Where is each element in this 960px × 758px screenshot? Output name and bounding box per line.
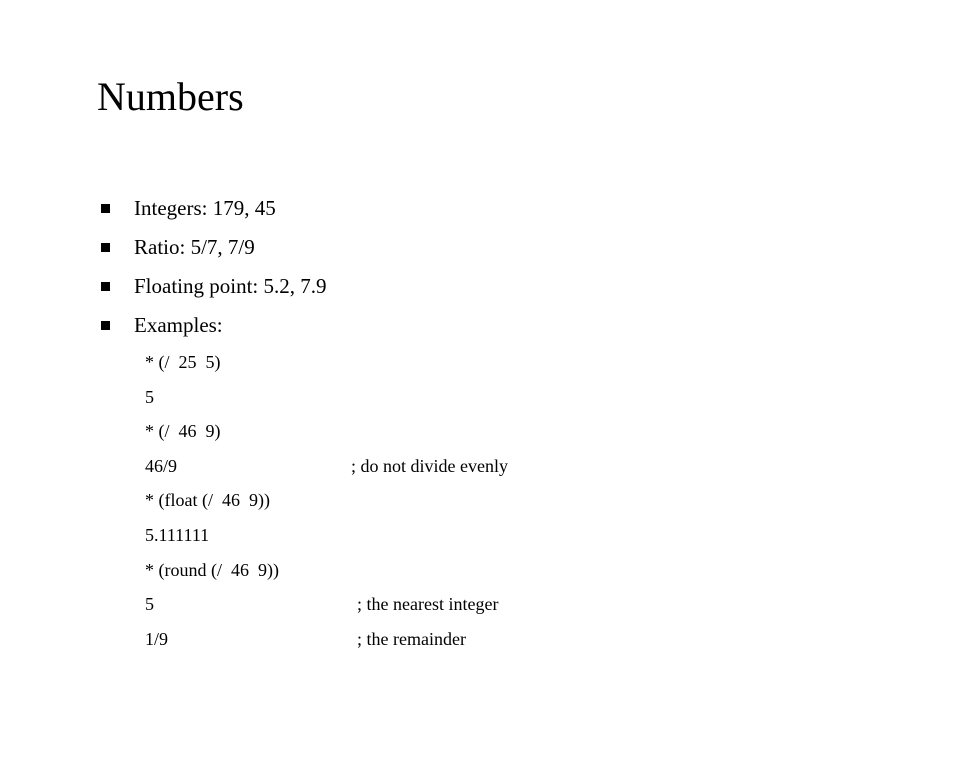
square-bullet-icon — [101, 243, 110, 252]
example-line — [145, 380, 172, 415]
example-code: * (/ 46 9) — [145, 421, 221, 442]
example-code: 5 — [145, 386, 154, 407]
example-line — [145, 587, 499, 622]
example-line — [145, 414, 221, 449]
example-code: * (round (/ 46 9)) — [145, 559, 279, 580]
example-line — [145, 622, 466, 657]
example-line — [145, 553, 279, 588]
example-code: 46/9 — [145, 455, 178, 476]
square-bullet-icon — [101, 204, 110, 213]
example-line — [145, 449, 508, 484]
bullet-list — [100, 190, 327, 346]
example-code: * (float (/ 46 9)) — [145, 490, 270, 511]
example-comment: ; the remainder — [357, 628, 466, 649]
bullet-text: Examples: — [134, 313, 223, 337]
bullet-text: Ratio: 5/7, 7/9 — [134, 235, 255, 259]
bullet-item-floating-point — [100, 268, 327, 307]
example-line — [145, 483, 270, 518]
example-comment: ; do not divide evenly — [351, 455, 508, 476]
bullet-text: Floating point: 5.2, 7.9 — [134, 274, 327, 298]
slide-title: Numbers — [97, 74, 244, 119]
example-line — [145, 345, 221, 380]
example-code: 5.111111 — [145, 524, 210, 545]
example-code: 1/9 — [145, 628, 169, 649]
bullet-text: Integers: 179, 45 — [134, 196, 276, 220]
example-line — [145, 518, 210, 553]
square-bullet-icon — [101, 282, 110, 291]
bullet-item-integers — [100, 190, 327, 229]
example-code: * (/ 25 5) — [145, 352, 221, 372]
bullet-item-ratio — [100, 229, 327, 268]
bullet-item-examples — [100, 307, 327, 346]
example-code: 5 — [145, 594, 154, 615]
example-comment: ; the nearest integer — [357, 594, 499, 615]
example-lines — [145, 345, 508, 656]
square-bullet-icon — [101, 321, 110, 330]
